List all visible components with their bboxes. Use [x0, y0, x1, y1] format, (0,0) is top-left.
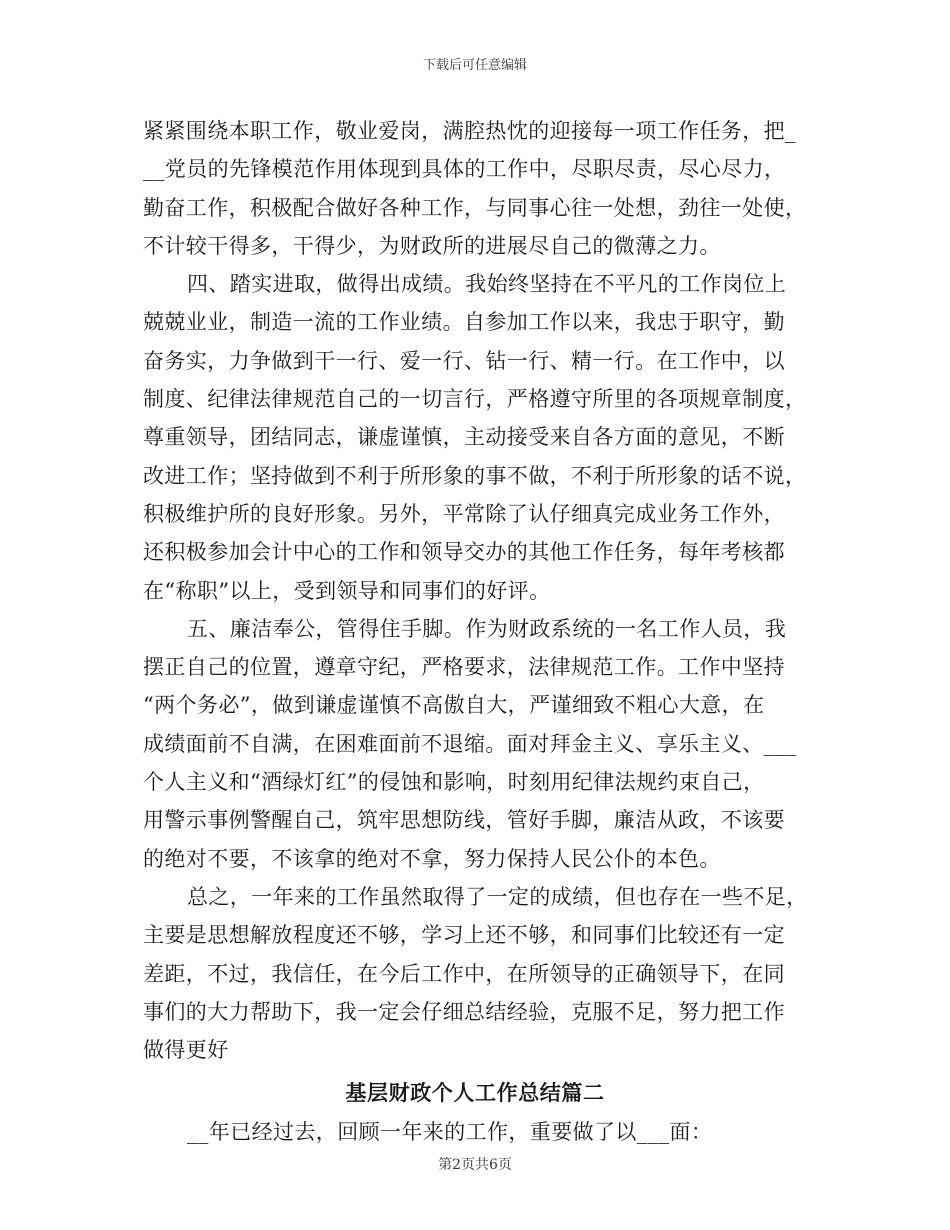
page-header: 下载后可任意编辑: [422, 58, 527, 73]
text-line: 的绝对不要，不该拿的绝对不拿，努力保持人民公仆的本色。: [143, 846, 721, 871]
text-line: 兢兢业业，制造一流的工作业绩。自参加工作以来，我忠于职守，勤: [143, 310, 785, 335]
paragraph-start-line: 五、廉洁奉公，管得住手脚。作为财政系统的一名工作人员，我: [187, 616, 787, 641]
paragraph-start-line: 四、踏实进取，做得出成绩。我始终坚持在不平凡的工作岗位上: [187, 272, 787, 297]
paragraph-start-line: 总之，一年来的工作虽然取得了一定的成绩，但也存在一些不足，: [187, 884, 808, 909]
text-line: 在“称职”以上，受到领导和同事们的好评。: [143, 578, 551, 603]
text-line: 事们的大力帮助下，我一定会仔细总结经验，克服不足，努力把工作: [143, 999, 785, 1024]
document-body: [143, 112, 807, 1152]
page-number: 第2页共6页: [438, 1157, 512, 1173]
text-line: 主要是思想解放程度还不够，学习上还不够，和同事们比较还有一定: [143, 923, 785, 948]
text-line: 成绩面前不自满，在困难面前不退缩。面对拜金主义、享乐主义、___: [143, 731, 797, 756]
text-line: __党员的先锋模范作用体现到具体的工作中，尽职尽责，尽心尽力，: [143, 157, 786, 182]
text-line: 紧紧围绕本职工作，敬业爱岗，满腔热忱的迎接每一项工作任务，把_: [143, 119, 796, 143]
text-line: 改进工作；坚持做到不利于所形象的事不做，不利于所形象的话不说，: [143, 463, 807, 488]
text-line: “两个务必”，做到谦虚谨慎不高傲自大，严谨细致不粗心大意，在: [143, 693, 765, 718]
text-line: 差距，不过，我信任，在今后工作中，在所领导的正确领导下，在同: [143, 961, 785, 986]
paragraph-start-line: __年已经过去，回顾一年来的工作，重要做了以___面：: [187, 1120, 713, 1145]
text-line: 积极维护所的良好形象。另外，平常除了认仔细真完成业务工作外，: [143, 501, 785, 526]
text-line: 个人主义和“酒绿灯红”的侵蚀和影响，时刻用纪律法规约束自己，: [143, 770, 765, 795]
text-line: 勤奋工作，积极配合做好各种工作，与同事心往一处想，劲往一处使，: [143, 195, 807, 220]
text-line: 不计较干得多，干得少，为财政所的进展尽自己的微薄之力。: [143, 233, 721, 258]
text-line: 奋务实，力争做到干一行、爱一行、钻一行、精一行。在工作中，以: [143, 348, 785, 373]
text-line: 尊重领导，团结同志，谦虚谨慎，主动接受来自各方面的意见，不断: [143, 425, 785, 450]
text-line: 制度、纪律法律规范自己的一切言行，严格遵守所里的各项规章制度，: [143, 387, 807, 412]
section-title: 基层财政个人工作总结篇二: [345, 1080, 605, 1106]
text-line: 摆正自己的位置，遵章守纪，严格要求，法律规范工作。工作中坚持: [143, 655, 785, 680]
text-line: 做得更好: [143, 1038, 229, 1063]
text-line: 用警示事例警醒自己，筑牢思想防线，管好手脚，廉洁从政，不该要: [143, 808, 785, 833]
text-line: 还积极参加会计中心的工作和领导交办的其他工作任务，每年考核都: [143, 540, 785, 565]
